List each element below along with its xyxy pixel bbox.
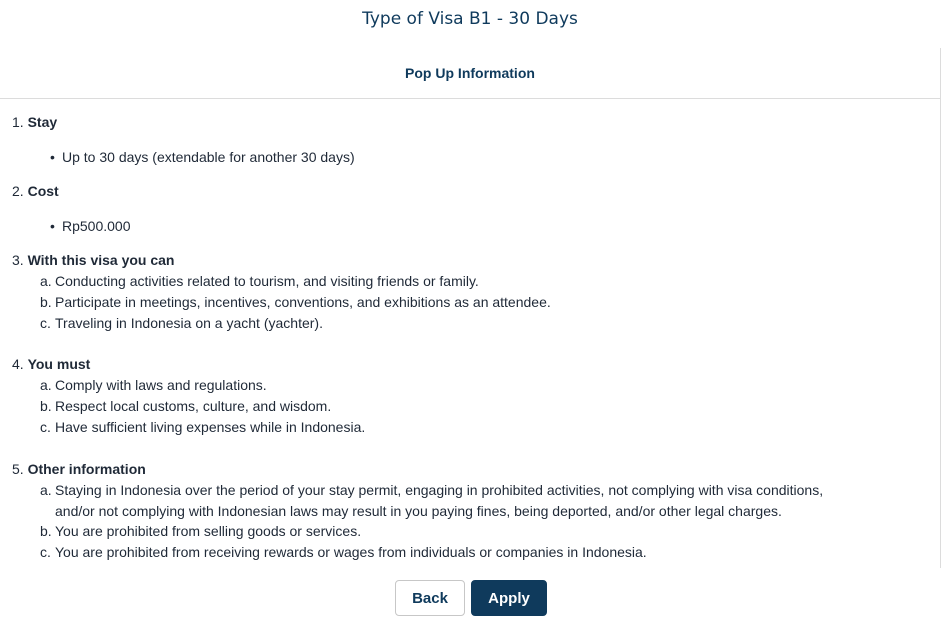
list-item: b. Participate in meetings, incentives, conventions, and exhibitions as an attendee.	[40, 293, 551, 310]
section-must: 4. You must	[12, 356, 91, 373]
section-other: 5. Other information	[12, 460, 146, 477]
page-title: Type of Visa B1 - 30 Days	[362, 9, 578, 29]
section-title: Cost	[27, 183, 59, 199]
section-title: With this visa you can	[27, 252, 175, 268]
section-title: Other information	[27, 460, 146, 477]
info-content	[12, 113, 912, 563]
list-item: • Up to 30 days (extendable for another 30 days)	[62, 148, 912, 166]
list-item: c. You are prohibited from receiving rewards or wages from individuals or companies in Indonesia.	[40, 544, 647, 561]
list-item: b. You are prohibited from selling goods or services.	[40, 523, 362, 540]
apply-button[interactable]: Apply	[471, 580, 547, 616]
button-row	[0, 580, 940, 616]
list-item: c. Have sufficient living expenses while in Indonesia.	[40, 418, 366, 435]
section-can: 3. With this visa you can	[12, 252, 175, 268]
section-stay: 1. Stay	[12, 114, 58, 130]
list-item: a. Conducting activities related to tourism, and visiting friends or family.	[40, 273, 479, 289]
list-item: • Rp500.000	[62, 217, 912, 235]
list-item: a. Staying in Indonesia over the period of your stay permit, engaging in prohibited activities, not complying with visa conditions, and/or not complying with Indonesian laws may result in you paying fines, being deported, and/or other legal charges.	[40, 481, 824, 519]
list-item: b. Respect local customs, culture, and wisdom.	[40, 398, 332, 415]
panel-border	[940, 48, 941, 568]
list-item: c. Traveling in Indonesia on a yacht (yachter).	[40, 314, 323, 331]
section-cost: 2. Cost	[12, 183, 59, 199]
section-title: You must	[27, 356, 91, 373]
popup-subtitle: Pop Up Information	[405, 65, 535, 81]
list-item: a. Comply with laws and regulations.	[40, 377, 267, 394]
back-button[interactable]: Back	[395, 580, 465, 616]
section-title: Stay	[27, 114, 58, 130]
header-divider	[0, 98, 940, 99]
